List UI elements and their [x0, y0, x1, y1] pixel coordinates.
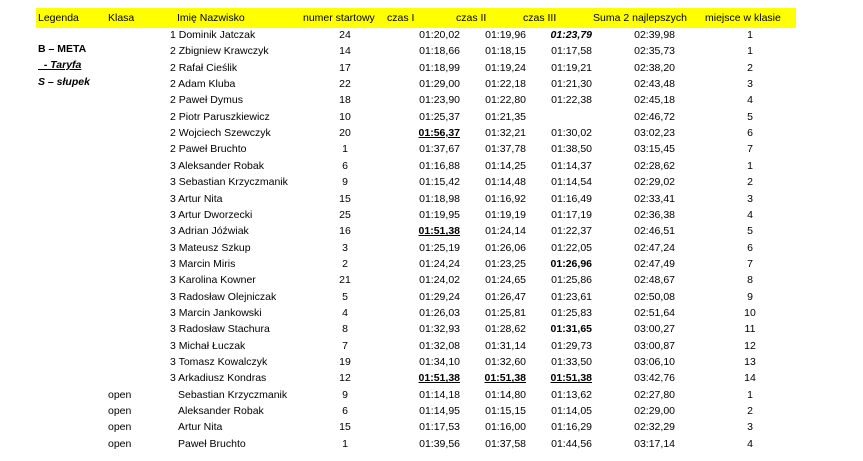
- cell-time-1: 01:18,99: [419, 61, 460, 74]
- cell-start-number: 9: [342, 176, 348, 189]
- cell-time-1: 01:39,56: [419, 437, 460, 450]
- cell-sum: 03:02,23: [634, 127, 675, 140]
- cell-time-2: 01:14,48: [485, 176, 526, 189]
- cell-start-number: 22: [339, 78, 351, 91]
- cell-competitor-name: 3 Karolina Kowner: [170, 274, 256, 287]
- cell-place: 5: [747, 110, 753, 123]
- header-place: miejsce w klasie: [705, 12, 781, 24]
- cell-start-number: 8: [342, 323, 348, 336]
- cell-time-1: 01:32,08: [419, 339, 460, 352]
- cell-place: 2: [747, 61, 753, 74]
- cell-place: 3: [747, 192, 753, 205]
- cell-start-number: 19: [339, 356, 351, 368]
- cell-place: 1: [747, 388, 753, 401]
- cell-start-number: 5: [342, 290, 348, 303]
- cell-time-1: 01:34,10: [419, 356, 460, 368]
- cell-time-1: 01:24,24: [419, 257, 460, 270]
- header-time-1: czas I: [387, 12, 415, 24]
- cell-sum: 02:35,73: [634, 45, 675, 58]
- cell-start-number: 15: [339, 421, 351, 434]
- legend-taryfa: - Taryfa: [38, 59, 82, 71]
- cell-start-number: 16: [339, 225, 351, 238]
- cell-competitor-name: 3 Marcin Miris: [170, 257, 236, 270]
- cell-sum: 02:43,48: [634, 78, 675, 91]
- cell-time-3: 01:22,37: [551, 225, 592, 238]
- cell-time-2: 01:14,80: [485, 388, 526, 401]
- cell-competitor-name: 3 Adrian Jóźwiak: [170, 225, 249, 238]
- cell-time-3: 01:21,30: [551, 78, 592, 91]
- cell-competitor-name: 2 Wojciech Szewczyk: [170, 127, 271, 140]
- cell-start-number: 10: [339, 110, 351, 123]
- cell-place: 4: [747, 94, 753, 107]
- cell-start-number: 20: [339, 127, 351, 140]
- cell-time-1: 01:29,00: [419, 78, 460, 91]
- cell-time-1: 01:25,19: [419, 241, 460, 254]
- cell-sum: 02:48,67: [634, 274, 675, 287]
- cell-time-1: 01:14,18: [419, 388, 460, 401]
- cell-time-2: 01:32,21: [485, 127, 526, 140]
- cell-time-1: 01:15,42: [419, 176, 460, 189]
- cell-time-3: 01:30,02: [551, 127, 592, 140]
- cell-time-2: 01:15,15: [485, 405, 526, 418]
- cell-sum: 03:06,10: [634, 356, 675, 368]
- cell-time-2: 01:31,14: [485, 339, 526, 352]
- cell-sum: 02:45,18: [634, 94, 675, 107]
- header-start-number: numer startowy: [303, 12, 375, 24]
- cell-start-number: 6: [342, 159, 348, 172]
- cell-place: 2: [747, 405, 753, 418]
- cell-place: 1: [747, 159, 753, 172]
- cell-time-3: 01:26,96: [550, 257, 592, 270]
- cell-competitor-name: 1 Dominik Jatczak: [170, 29, 256, 41]
- cell-time-2: 01:51,38: [484, 372, 526, 385]
- header-sum: Suma 2 najlepszych: [593, 12, 687, 24]
- cell-time-1: 01:56,37: [418, 127, 460, 140]
- cell-competitor-name: 3 Radosław Stachura: [170, 323, 270, 336]
- cell-time-2: 01:24,65: [485, 274, 526, 287]
- cell-place: 9: [747, 290, 753, 303]
- cell-place: 6: [747, 241, 753, 254]
- cell-competitor-name: 2 Paweł Dymus: [170, 94, 243, 107]
- cell-sum: 03:42,76: [634, 372, 675, 385]
- cell-competitor-name: 3 Tomasz Kowalczyk: [170, 356, 268, 368]
- cell-time-3: 01:23,61: [551, 290, 592, 303]
- cell-sum: 02:46,51: [634, 225, 675, 238]
- cell-competitor-name: 2 Piotr Paruszkiewicz: [170, 110, 270, 123]
- cell-place: 1: [747, 29, 753, 41]
- cell-start-number: 1: [342, 437, 348, 450]
- header-name: Imię Nazwisko: [177, 12, 245, 24]
- cell-klasa: open: [108, 388, 132, 401]
- legend-meta: B – META: [38, 43, 87, 55]
- header-time-2: czas II: [456, 12, 487, 24]
- cell-time-2: 01:26,47: [485, 290, 526, 303]
- cell-place: 6: [747, 127, 753, 140]
- cell-competitor-name: 3 Sebastian Krzyczmanik: [170, 176, 288, 189]
- cell-klasa: open: [108, 437, 132, 450]
- cell-time-3: 01:13,62: [551, 388, 592, 401]
- cell-time-1: 01:37,67: [419, 143, 460, 156]
- cell-place: 2: [747, 176, 753, 189]
- cell-place: 5: [747, 225, 753, 238]
- cell-place: 8: [747, 274, 753, 287]
- cell-start-number: 7: [342, 339, 348, 352]
- cell-start-number: 9: [342, 388, 348, 401]
- cell-competitor-name: Sebastian Krzyczmanik: [178, 388, 288, 401]
- cell-time-3: 01:25,83: [551, 306, 592, 319]
- cell-time-3: 01:29,73: [551, 339, 592, 352]
- cell-competitor-name: 3 Artur Dworzecki: [170, 208, 253, 221]
- cell-time-2: 01:19,24: [485, 61, 526, 74]
- cell-competitor-name: 2 Zbigniew Krawczyk: [170, 45, 269, 58]
- cell-time-2: 01:37,58: [485, 437, 526, 450]
- cell-time-1: 01:23,90: [419, 94, 460, 107]
- cell-time-1: 01:16,88: [419, 159, 460, 172]
- cell-place: 4: [747, 208, 753, 221]
- cell-place: 7: [747, 143, 753, 156]
- cell-competitor-name: Paweł Bruchto: [178, 437, 246, 450]
- cell-time-2: 01:26,06: [485, 241, 526, 254]
- cell-sum: 02:27,80: [634, 388, 675, 401]
- cell-time-1: 01:51,38: [418, 372, 460, 385]
- cell-competitor-name: 2 Paweł Bruchto: [170, 143, 247, 156]
- cell-time-1: 01:20,02: [419, 29, 460, 41]
- cell-time-1: 01:19,95: [419, 208, 460, 221]
- cell-sum: 02:29,02: [634, 176, 675, 189]
- cell-start-number: 21: [339, 274, 351, 287]
- cell-start-number: 17: [339, 61, 351, 74]
- cell-time-2: 01:32,60: [485, 356, 526, 368]
- cell-sum: 02:36,38: [634, 208, 675, 221]
- cell-time-2: 01:18,15: [485, 45, 526, 58]
- cell-klasa: open: [108, 405, 132, 418]
- cell-time-2: 01:19,19: [485, 208, 526, 221]
- cell-place: 10: [744, 306, 756, 319]
- cell-sum: 02:38,20: [634, 61, 675, 74]
- cell-time-2: 01:23,25: [485, 257, 526, 270]
- cell-time-3: 01:22,05: [551, 241, 592, 254]
- cell-competitor-name: Aleksander Robak: [178, 405, 264, 418]
- cell-sum: 03:15,45: [634, 143, 675, 156]
- cell-place: 12: [744, 339, 756, 352]
- cell-sum: 02:29,00: [634, 405, 675, 418]
- cell-sum: 03:00,27: [634, 323, 675, 336]
- cell-time-2: 01:16,00: [485, 421, 526, 434]
- cell-competitor-name: 3 Michał Łuczak: [170, 339, 246, 352]
- cell-competitor-name: 3 Arkadiusz Kondras: [170, 372, 267, 385]
- cell-sum: 02:50,08: [634, 290, 675, 303]
- cell-time-1: 01:51,38: [418, 225, 460, 238]
- cell-place: 14: [744, 372, 756, 385]
- cell-time-3: 01:22,38: [551, 94, 592, 107]
- cell-start-number: 3: [342, 241, 348, 254]
- cell-time-3: 01:31,65: [550, 323, 592, 336]
- cell-competitor-name: 3 Artur Nita: [170, 192, 223, 205]
- cell-time-2: 01:24,14: [485, 225, 526, 238]
- cell-time-3: 01:23,79: [550, 29, 592, 41]
- cell-start-number: 25: [339, 208, 351, 221]
- cell-place: 13: [744, 356, 756, 368]
- cell-start-number: 24: [339, 29, 351, 41]
- cell-sum: 02:47,49: [634, 257, 675, 270]
- cell-time-3: 01:44,56: [551, 437, 592, 450]
- cell-klasa: open: [108, 421, 132, 434]
- cell-time-1: 01:14,95: [419, 405, 460, 418]
- cell-time-1: 01:26,03: [419, 306, 460, 319]
- cell-competitor-name: 3 Radosław Olejniczak: [170, 290, 277, 303]
- cell-competitor-name: Artur Nita: [178, 421, 223, 434]
- cell-time-1: 01:25,37: [419, 110, 460, 123]
- cell-time-3: 01:16,49: [551, 192, 592, 205]
- cell-time-3: 01:33,50: [551, 356, 592, 368]
- cell-competitor-name: 3 Mateusz Szkup: [170, 241, 251, 254]
- cell-sum: 02:39,98: [634, 29, 675, 41]
- cell-competitor-name: 3 Marcin Jankowski: [170, 306, 262, 319]
- cell-competitor-name: 2 Rafał Cieślik: [170, 61, 238, 74]
- cell-place: 4: [747, 437, 753, 450]
- cell-time-2: 01:22,18: [485, 78, 526, 91]
- cell-time-2: 01:14,25: [485, 159, 526, 172]
- cell-sum: 03:00,87: [634, 339, 675, 352]
- header-klasa: Klasa: [108, 12, 135, 24]
- cell-competitor-name: 2 Adam Kluba: [170, 78, 236, 91]
- cell-time-3: 01:25,86: [551, 274, 592, 287]
- cell-place: 7: [747, 257, 753, 270]
- cell-time-3: 01:38,50: [551, 143, 592, 156]
- cell-time-3: 01:14,05: [551, 405, 592, 418]
- cell-time-1: 01:24,02: [419, 274, 460, 287]
- cell-sum: 02:33,41: [634, 192, 675, 205]
- cell-competitor-name: 3 Aleksander Robak: [170, 159, 264, 172]
- cell-time-1: 01:18,98: [419, 192, 460, 205]
- cell-time-2: 01:37,78: [485, 143, 526, 156]
- cell-time-3: 01:14,54: [551, 176, 592, 189]
- cell-time-1: 01:32,93: [419, 323, 460, 336]
- cell-start-number: 12: [339, 372, 351, 385]
- cell-start-number: 6: [342, 405, 348, 418]
- cell-time-1: 01:17,53: [419, 421, 460, 434]
- cell-time-1: 01:29,24: [419, 290, 460, 303]
- legend-slupek: S – słupek: [38, 76, 90, 88]
- cell-time-2: 01:16,92: [485, 192, 526, 205]
- cell-place: 11: [744, 323, 756, 336]
- cell-start-number: 18: [339, 94, 351, 107]
- cell-time-3: 01:17,58: [551, 45, 592, 58]
- header-legenda: Legenda: [38, 12, 79, 24]
- cell-place: 3: [747, 78, 753, 91]
- cell-time-3: 01:14,37: [551, 159, 592, 172]
- cell-start-number: 2: [342, 257, 348, 270]
- cell-start-number: 1: [342, 143, 348, 156]
- header-time-3: czas III: [523, 12, 557, 24]
- cell-start-number: 15: [339, 192, 351, 205]
- cell-time-2: 01:25,81: [485, 306, 526, 319]
- cell-time-3: 01:51,38: [550, 372, 592, 385]
- cell-time-2: 01:21,35: [485, 110, 526, 123]
- cell-place: 3: [747, 421, 753, 434]
- cell-sum: 02:51,64: [634, 306, 675, 319]
- cell-time-3: 01:16,29: [551, 421, 592, 434]
- cell-sum: 02:47,24: [634, 241, 675, 254]
- cell-time-3: 01:17,19: [551, 208, 592, 221]
- cell-sum: 02:28,62: [634, 159, 675, 172]
- cell-time-2: 01:22,80: [485, 94, 526, 107]
- cell-sum: 02:32,29: [634, 421, 675, 434]
- cell-place: 1: [747, 45, 753, 58]
- cell-time-3: 01:19,21: [551, 61, 592, 74]
- cell-start-number: 14: [339, 45, 351, 58]
- cell-start-number: 4: [342, 306, 348, 319]
- cell-time-1: 01:18,66: [419, 45, 460, 58]
- cell-time-2: 01:19,96: [485, 29, 526, 41]
- cell-sum: 02:46,72: [634, 110, 675, 123]
- cell-time-2: 01:28,62: [485, 323, 526, 336]
- cell-sum: 03:17,14: [634, 437, 675, 450]
